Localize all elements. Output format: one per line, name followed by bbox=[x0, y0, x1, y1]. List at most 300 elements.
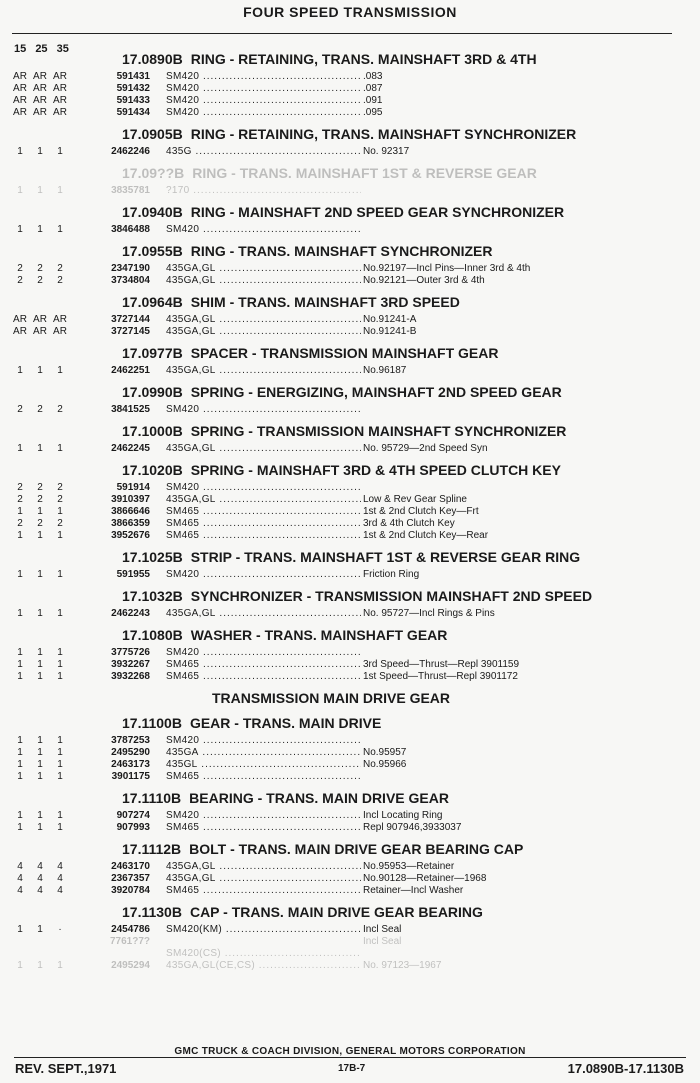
part-group bbox=[0, 50, 700, 119]
quantity-cell: AR bbox=[33, 83, 47, 94]
quantity-cell: 2 bbox=[17, 518, 23, 529]
model-text: SM465 bbox=[166, 671, 200, 682]
group-code: 17.0890B bbox=[122, 51, 183, 67]
part-row bbox=[0, 822, 700, 834]
model-text: SM465 bbox=[166, 506, 200, 517]
quantity-cell: 1 bbox=[57, 569, 63, 580]
quantity-cell: AR bbox=[53, 83, 67, 94]
part-note: 3rd & 4th Clutch Key bbox=[363, 518, 455, 529]
page-number: 17B-7 bbox=[338, 1063, 366, 1074]
quantity-cell: AR bbox=[13, 95, 27, 106]
group-code: 17.1032B bbox=[122, 588, 183, 604]
model-text: 435GA,GL bbox=[166, 861, 216, 872]
part-number: 907993 bbox=[116, 822, 150, 833]
quantity-cell: 4 bbox=[17, 873, 23, 884]
footer-corporation bbox=[0, 1046, 700, 1057]
model-text: SM420 bbox=[166, 735, 200, 746]
part-number: 2462246 bbox=[111, 146, 150, 157]
part-group bbox=[0, 789, 700, 834]
part-note: No.95953—Retainer bbox=[363, 861, 455, 872]
model-text: 435G bbox=[166, 146, 192, 157]
quantity-cell: 2 bbox=[37, 275, 43, 286]
quantity-cell: 4 bbox=[57, 861, 63, 872]
part-number: 3866646 bbox=[111, 506, 150, 517]
part-row bbox=[0, 936, 700, 948]
quantity-cell: AR bbox=[53, 107, 67, 118]
part-row bbox=[0, 83, 700, 95]
part-group bbox=[0, 840, 700, 897]
group-title: BEARING - TRANS. MAIN DRIVE GEAR bbox=[189, 790, 449, 806]
quantity-cell: 1 bbox=[37, 443, 43, 454]
model-cell bbox=[166, 506, 361, 518]
bottom-rule bbox=[14, 1057, 686, 1058]
model-cell bbox=[166, 326, 361, 338]
model-cell bbox=[166, 224, 361, 236]
quantity-cell: 1 bbox=[57, 506, 63, 517]
quantity-cell: 1 bbox=[57, 365, 63, 376]
part-row bbox=[0, 659, 700, 671]
model-cell bbox=[166, 924, 361, 936]
quantity-cell: 1 bbox=[57, 530, 63, 541]
part-row bbox=[0, 314, 700, 326]
quantity-cell: AR bbox=[33, 107, 47, 118]
part-note: Retainer—Incl Washer bbox=[363, 885, 464, 896]
model-cell bbox=[166, 948, 361, 960]
part-row bbox=[0, 224, 700, 236]
model-cell bbox=[166, 960, 361, 972]
model-text: SM420 bbox=[166, 810, 200, 821]
part-note: .083 bbox=[363, 71, 383, 82]
part-note: No. 97123—1967 bbox=[363, 960, 442, 971]
part-group bbox=[0, 903, 700, 972]
quantity-cell: 1 bbox=[57, 810, 63, 821]
group-title: SYNCHRONIZER - TRANSMISSION MAINSHAFT 2ND SPEED bbox=[190, 588, 593, 604]
part-number: 2454786 bbox=[111, 924, 150, 935]
part-number: 2462245 bbox=[111, 443, 150, 454]
quantity-cell: 1 bbox=[37, 146, 43, 157]
quantity-cell: 1 bbox=[37, 224, 43, 235]
part-group bbox=[0, 293, 700, 338]
quantity-cell: 1 bbox=[57, 747, 63, 758]
model-text: SM420 bbox=[166, 71, 200, 82]
model-cell bbox=[166, 759, 361, 771]
part-number: 7761?7? bbox=[109, 936, 150, 947]
part-note: No.90128—Retainer—1968 bbox=[363, 873, 487, 884]
group-title: SPRING - MAINSHAFT 3RD & 4TH SPEED CLUTCH KEY bbox=[190, 462, 561, 478]
part-group bbox=[0, 344, 700, 377]
model-text: SM420 bbox=[166, 647, 200, 658]
group-title: CAP - TRANS. MAIN DRIVE GEAR BEARING bbox=[189, 904, 483, 920]
quantity-cell: 1 bbox=[37, 924, 43, 935]
quantity-cell: 1 bbox=[17, 810, 23, 821]
part-number: 3920784 bbox=[111, 885, 150, 896]
quantity-cell: 1 bbox=[17, 671, 23, 682]
part-row bbox=[0, 518, 700, 530]
quantity-cell: AR bbox=[33, 95, 47, 106]
group-code: 17.0964B bbox=[122, 294, 183, 310]
quantity-cell: 1 bbox=[57, 735, 63, 746]
part-note: No.92197—Incl Pins—Inner 3rd & 4th bbox=[363, 263, 531, 274]
quantity-cell: 4 bbox=[57, 873, 63, 884]
quantity-cell: 1 bbox=[37, 810, 43, 821]
part-number: 2495294 bbox=[111, 960, 150, 971]
quantity-cell: 2 bbox=[17, 275, 23, 286]
part-note: 1st Speed—Thrust—Repl 3901172 bbox=[363, 671, 518, 682]
part-group bbox=[0, 383, 700, 416]
part-row bbox=[0, 275, 700, 287]
part-number: 2462251 bbox=[111, 365, 150, 376]
page-title: FOUR SPEED TRANSMISSION bbox=[243, 4, 457, 20]
part-group bbox=[0, 242, 700, 287]
part-number: 2463173 bbox=[111, 759, 150, 770]
part-note: No.95957 bbox=[363, 747, 407, 758]
model-cell bbox=[166, 735, 361, 747]
model-cell bbox=[166, 107, 361, 119]
group-code: 17.0905B bbox=[122, 126, 183, 142]
group-title: WASHER - TRANS. MAINSHAFT GEAR bbox=[190, 627, 448, 643]
quantity-cell: 1 bbox=[17, 771, 23, 782]
quantity-cell: 2 bbox=[17, 482, 23, 493]
quantity-cell: 2 bbox=[37, 518, 43, 529]
quantity-cell: 1 bbox=[37, 365, 43, 376]
column-header: 35 bbox=[56, 43, 69, 55]
group-title: SPRING - TRANSMISSION MAINSHAFT SYNCHRONIZER bbox=[190, 423, 567, 439]
quantity-cell: 1 bbox=[37, 608, 43, 619]
part-number: 591432 bbox=[116, 83, 150, 94]
model-cell bbox=[166, 608, 361, 620]
part-row bbox=[0, 810, 700, 822]
part-note: No.91241-B bbox=[363, 326, 417, 337]
quantity-cell: 1 bbox=[57, 185, 63, 196]
group-heading bbox=[122, 840, 700, 859]
part-note: Incl Locating Ring bbox=[363, 810, 443, 821]
model-text: 435GA,GL bbox=[166, 314, 216, 325]
quantity-cell: 4 bbox=[57, 885, 63, 896]
part-note: Low & Rev Gear Spline bbox=[363, 494, 467, 505]
part-row bbox=[0, 146, 700, 158]
model-text: SM420 bbox=[166, 404, 200, 415]
quantity-cell: 1 bbox=[37, 185, 43, 196]
part-group bbox=[0, 125, 700, 158]
group-code: 17.1130B bbox=[122, 904, 182, 920]
quantity-cell: 1 bbox=[57, 759, 63, 770]
model-cell bbox=[166, 873, 361, 885]
quantity-cell: AR bbox=[13, 71, 27, 82]
model-cell bbox=[166, 647, 361, 659]
quantity-cell: 1 bbox=[37, 506, 43, 517]
model-cell bbox=[166, 494, 361, 506]
section-range: 17.0890B-17.1130B bbox=[567, 1061, 684, 1076]
model-text: 435GA,GL bbox=[166, 443, 216, 454]
group-code: 17.0955B bbox=[122, 243, 183, 259]
quantity-cell: 1 bbox=[17, 185, 23, 196]
group-title: RING - MAINSHAFT 2ND SPEED GEAR SYNCHRONIZER bbox=[190, 204, 565, 220]
part-note: No.92121—Outer 3rd & 4th bbox=[363, 275, 485, 286]
quantity-cell: AR bbox=[13, 314, 27, 325]
part-note: .091 bbox=[363, 95, 383, 106]
quantity-cell: 2 bbox=[57, 275, 63, 286]
model-text: SM465 bbox=[166, 659, 200, 670]
part-row bbox=[0, 185, 700, 197]
quantity-cell: 1 bbox=[37, 735, 43, 746]
part-row bbox=[0, 608, 700, 620]
quantity-cell: 1 bbox=[17, 146, 23, 157]
model-text: 435GA,GL bbox=[166, 608, 216, 619]
model-text: 435GA,GL bbox=[166, 494, 216, 505]
part-row bbox=[0, 747, 700, 759]
model-text: 435GA,GL bbox=[166, 873, 216, 884]
group-code: 17.1020B bbox=[122, 462, 183, 478]
quantity-cell: 1 bbox=[17, 647, 23, 658]
model-cell bbox=[166, 771, 361, 783]
model-cell bbox=[166, 95, 361, 107]
model-text: SM465 bbox=[166, 771, 200, 782]
part-number: 3932267 bbox=[111, 659, 150, 670]
quantity-cell: AR bbox=[53, 326, 67, 337]
part-note: .095 bbox=[363, 107, 383, 118]
quantity-cell: 1 bbox=[17, 506, 23, 517]
model-cell bbox=[166, 530, 361, 542]
group-heading bbox=[122, 125, 700, 144]
group-title: SHIM - TRANS. MAINSHAFT 3RD SPEED bbox=[190, 294, 460, 310]
model-cell bbox=[166, 83, 361, 95]
part-row bbox=[0, 569, 700, 581]
top-rule bbox=[12, 33, 672, 34]
quantity-cell: 2 bbox=[37, 494, 43, 505]
model-cell bbox=[166, 569, 361, 581]
group-title: RING - RETAINING, TRANS. MAINSHAFT SYNCHRONIZER bbox=[190, 126, 577, 142]
model-cell bbox=[166, 482, 361, 494]
part-number: 2463170 bbox=[111, 861, 150, 872]
quantity-cell: 4 bbox=[37, 873, 43, 884]
model-text: 435GA bbox=[166, 747, 199, 758]
quantity-cell: 2 bbox=[17, 404, 23, 415]
quantity-cell: 2 bbox=[57, 494, 63, 505]
revision-date: REV. SEPT.,1971 bbox=[15, 1061, 117, 1076]
group-heading bbox=[122, 293, 700, 312]
quantity-cell: 2 bbox=[17, 494, 23, 505]
part-row bbox=[0, 671, 700, 683]
model-cell bbox=[166, 810, 361, 822]
part-group bbox=[0, 461, 700, 542]
group-title: RING - TRANS. MAINSHAFT 1ST & REVERSE GEAR bbox=[192, 165, 537, 181]
part-group bbox=[0, 587, 700, 620]
quantity-cell: · bbox=[58, 924, 62, 935]
group-title: GEAR - TRANS. MAIN DRIVE bbox=[189, 715, 382, 731]
part-row bbox=[0, 365, 700, 377]
model-text: SM420 bbox=[166, 107, 200, 118]
model-text: SM465 bbox=[166, 518, 200, 529]
part-note: .087 bbox=[363, 83, 383, 94]
quantity-cell: 1 bbox=[17, 659, 23, 670]
part-row bbox=[0, 263, 700, 275]
quantity-cell: 1 bbox=[57, 960, 63, 971]
quantity-cell: 1 bbox=[57, 822, 63, 833]
part-number: 3866359 bbox=[111, 518, 150, 529]
quantity-cell: 1 bbox=[37, 671, 43, 682]
quantity-cell: 2 bbox=[57, 518, 63, 529]
quantity-cell: 2 bbox=[37, 404, 43, 415]
group-code: 17.1025B bbox=[122, 549, 183, 565]
part-number: 2367357 bbox=[111, 873, 150, 884]
quantity-cell: 1 bbox=[17, 365, 23, 376]
group-heading bbox=[122, 164, 700, 183]
quantity-cell: AR bbox=[13, 83, 27, 94]
quantity-cell: 1 bbox=[57, 671, 63, 682]
part-note: 3rd Speed—Thrust—Repl 3901159 bbox=[363, 659, 520, 670]
part-row bbox=[0, 861, 700, 873]
part-row bbox=[0, 71, 700, 83]
quantity-cell: AR bbox=[53, 71, 67, 82]
part-row bbox=[0, 443, 700, 455]
quantity-cell: 1 bbox=[37, 569, 43, 580]
model-text: SM420 bbox=[166, 224, 200, 235]
group-heading bbox=[122, 587, 700, 606]
part-number: 3846488 bbox=[111, 224, 150, 235]
part-number: 3901175 bbox=[111, 771, 150, 782]
part-number: 3727145 bbox=[111, 326, 150, 337]
group-title: SPACER - TRANSMISSION MAINSHAFT GEAR bbox=[190, 345, 499, 361]
part-row bbox=[0, 771, 700, 783]
part-group bbox=[0, 164, 700, 197]
part-row bbox=[0, 735, 700, 747]
model-text: SM465 bbox=[166, 885, 200, 896]
group-heading bbox=[122, 422, 700, 441]
quantity-cell: 1 bbox=[57, 146, 63, 157]
part-number: 591955 bbox=[116, 569, 150, 580]
part-note: 1st & 2nd Clutch Key—Frt bbox=[363, 506, 479, 517]
subsection-heading bbox=[212, 689, 700, 708]
group-code: 17.1100B bbox=[122, 715, 182, 731]
quantity-cell: 2 bbox=[37, 263, 43, 274]
part-row bbox=[0, 647, 700, 659]
part-row bbox=[0, 924, 700, 936]
model-cell bbox=[166, 263, 361, 275]
model-text: 435GA,GL bbox=[166, 275, 216, 286]
model-text: SM465 bbox=[166, 530, 200, 541]
part-number: 3787253 bbox=[111, 735, 150, 746]
part-group bbox=[0, 548, 700, 581]
model-text: 435GA,GL bbox=[166, 263, 216, 274]
model-cell bbox=[166, 518, 361, 530]
model-text: 435GA,GL bbox=[166, 365, 216, 376]
part-number: 591914 bbox=[116, 482, 150, 493]
part-number: 2495290 bbox=[111, 747, 150, 758]
group-heading bbox=[122, 714, 700, 733]
quantity-cell: 2 bbox=[57, 482, 63, 493]
quantity-cell: 2 bbox=[57, 263, 63, 274]
model-cell bbox=[166, 747, 361, 759]
model-text: SM420 bbox=[166, 95, 200, 106]
model-cell bbox=[166, 275, 361, 287]
part-note: No. 92317 bbox=[363, 146, 410, 157]
model-cell bbox=[166, 861, 361, 873]
group-heading bbox=[122, 203, 700, 222]
part-number: 2347190 bbox=[111, 263, 150, 274]
quantity-cell: 2 bbox=[37, 482, 43, 493]
quantity-cell: 1 bbox=[37, 822, 43, 833]
group-heading bbox=[122, 461, 700, 480]
model-cell bbox=[166, 659, 361, 671]
part-number: 591433 bbox=[116, 95, 150, 106]
part-note: No. 95727—Incl Rings & Pins bbox=[363, 608, 495, 619]
part-number: 591434 bbox=[116, 107, 150, 118]
quantity-cell: 1 bbox=[17, 735, 23, 746]
quantity-cell: 1 bbox=[17, 924, 23, 935]
group-code: 17.1112B bbox=[122, 841, 182, 857]
group-heading bbox=[122, 626, 700, 645]
model-cell bbox=[166, 365, 361, 377]
parts-listing bbox=[0, 50, 700, 978]
group-code: 17.0977B bbox=[122, 345, 183, 361]
model-text: ?170 bbox=[166, 185, 190, 196]
quantity-cell: 1 bbox=[37, 759, 43, 770]
quantity-cell: 1 bbox=[57, 224, 63, 235]
quantity-cell: 2 bbox=[17, 263, 23, 274]
group-code: 17.1080B bbox=[122, 627, 183, 643]
quantity-cell: AR bbox=[53, 314, 67, 325]
quantity-cell: 1 bbox=[37, 960, 43, 971]
part-number: 3952676 bbox=[111, 530, 150, 541]
quantity-cell: 4 bbox=[37, 885, 43, 896]
part-number: 3775726 bbox=[111, 647, 150, 658]
group-title: RING - RETAINING, TRANS. MAINSHAFT 3RD & 4TH bbox=[190, 51, 537, 67]
model-cell bbox=[166, 443, 361, 455]
quantity-cell: 1 bbox=[17, 569, 23, 580]
model-cell bbox=[166, 822, 361, 834]
group-code: 17.0940B bbox=[122, 204, 183, 220]
quantity-cell: AR bbox=[33, 314, 47, 325]
group-title: TRANSMISSION MAIN DRIVE GEAR bbox=[212, 690, 451, 706]
model-text: 435GA,GL bbox=[166, 326, 216, 337]
group-code: 17.1000B bbox=[122, 423, 183, 439]
part-group bbox=[0, 714, 700, 783]
group-heading bbox=[122, 344, 700, 363]
quantity-cell: AR bbox=[33, 71, 47, 82]
model-text: SM420(KM) bbox=[166, 924, 223, 935]
group-title: SPRING - ENERGIZING, MAINSHAFT 2ND SPEED GEAR bbox=[190, 384, 562, 400]
quantity-cell: 1 bbox=[17, 443, 23, 454]
group-code: 17.1110B bbox=[122, 790, 182, 806]
model-cell bbox=[166, 71, 361, 83]
quantity-cell: 1 bbox=[17, 822, 23, 833]
part-row bbox=[0, 873, 700, 885]
quantity-cell: 1 bbox=[17, 960, 23, 971]
part-note: Repl 907946,3933037 bbox=[363, 822, 462, 833]
quantity-cell: AR bbox=[13, 326, 27, 337]
subsection-heading-block bbox=[0, 689, 700, 708]
part-number: 3734804 bbox=[111, 275, 150, 286]
part-group bbox=[0, 626, 700, 683]
group-heading bbox=[122, 242, 700, 261]
model-cell bbox=[166, 671, 361, 683]
model-cell bbox=[166, 885, 361, 897]
quantity-cell: 1 bbox=[17, 608, 23, 619]
quantity-cell: AR bbox=[13, 107, 27, 118]
part-number: 3932268 bbox=[111, 671, 150, 682]
corporation-name: GMC TRUCK & COACH DIVISION, GENERAL MOTORS CORPORATION bbox=[174, 1046, 526, 1057]
group-heading bbox=[122, 789, 700, 808]
part-note: Friction Ring bbox=[363, 569, 420, 580]
part-row bbox=[0, 948, 700, 960]
part-row bbox=[0, 482, 700, 494]
part-row bbox=[0, 494, 700, 506]
part-row bbox=[0, 530, 700, 542]
part-group bbox=[0, 422, 700, 455]
part-row bbox=[0, 960, 700, 972]
quantity-cell: 1 bbox=[57, 443, 63, 454]
part-number: 3841525 bbox=[111, 404, 150, 415]
